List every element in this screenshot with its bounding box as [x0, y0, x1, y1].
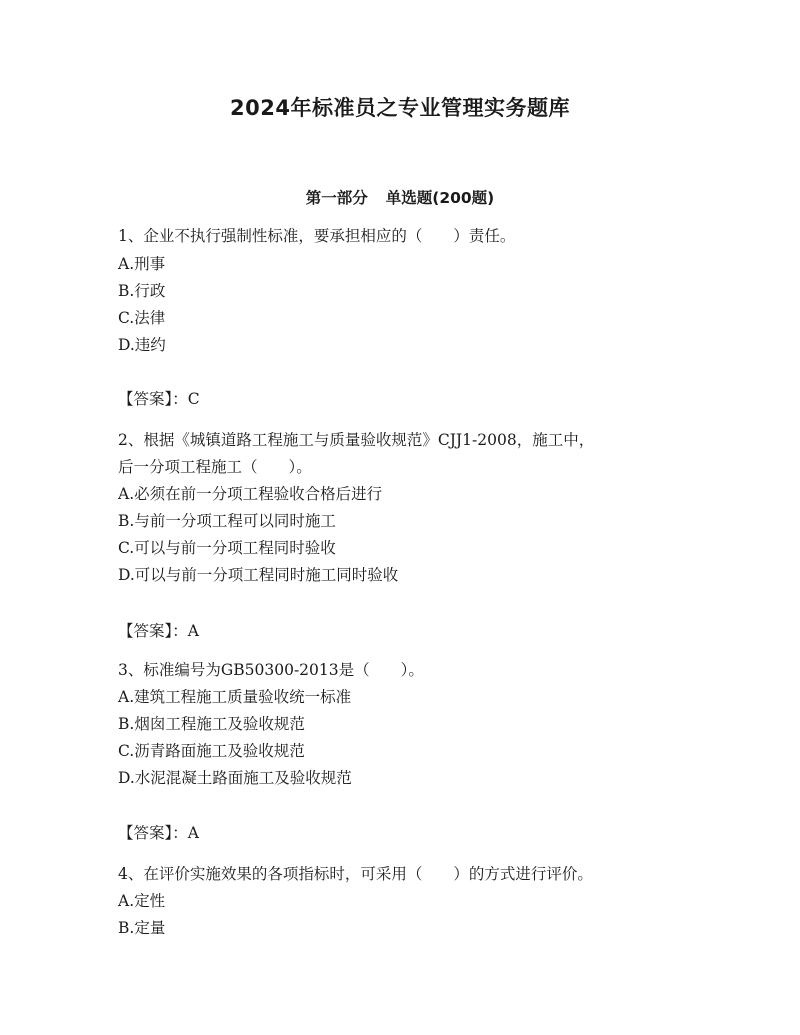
question-3-answer: [118, 823, 199, 843]
question-1-option-b: B.行政: [118, 282, 166, 300]
question-2-answer: [118, 621, 199, 641]
question-1-option-c: C.法律: [118, 309, 166, 327]
question-4-option-b: B.定量: [118, 919, 166, 937]
answer-label: 【答案】：: [118, 622, 188, 640]
answer-value: A: [187, 622, 199, 640]
question-2-option-d: D.可以与前一分项工程同时施工同时验收: [118, 566, 399, 584]
question-4-stem: 4、在评价实施效果的各项指标时，可采用（ ）的方式进行评价。: [118, 865, 593, 883]
question-3-option-c: C.沥青路面施工及验收规范: [118, 742, 305, 760]
section-title: [0, 186, 800, 208]
document-title: 2024年标准员之专业管理实务题库: [230, 96, 570, 120]
section-part: 第一部分: [305, 189, 368, 207]
question-3-option-a: A.建筑工程施工质量验收统一标准: [118, 688, 352, 706]
question-3-stem: 3、标准编号为GB50300-2013是（ ）。: [118, 661, 424, 679]
question-2-stem-line-2: 后一分项工程施工（ ）。: [118, 458, 312, 476]
question-1-answer: [118, 389, 200, 409]
question-2-option-c: C.可以与前一分项工程同时验收: [118, 539, 336, 557]
answer-value: C: [187, 390, 200, 408]
question-1-option-d: D.违约: [118, 336, 166, 354]
question-2-option-b: B.与前一分项工程可以同时施工: [118, 512, 336, 530]
question-2-option-a: A.必须在前一分项工程验收合格后进行: [118, 485, 383, 503]
answer-value: A: [187, 824, 199, 842]
question-3-option-d: D.水泥混凝土路面施工及验收规范: [118, 769, 352, 787]
answer-label: 【答案】：: [118, 824, 188, 842]
question-1-option-a: A.刑事: [118, 255, 166, 273]
question-1-stem: 1、企业不执行强制性标准，要承担相应的（ ）责任。: [118, 227, 516, 245]
section-name: 单选题(200题): [385, 189, 495, 207]
question-4-option-a: A.定性: [118, 892, 166, 910]
answer-label: 【答案】：: [118, 390, 188, 408]
question-3-option-b: B.烟囱工程施工及验收规范: [118, 715, 305, 733]
question-2-stem-line-1: 2、根据《城镇道路工程施工与质量验收规范》CJJ1-2008，施工中，: [118, 431, 595, 449]
